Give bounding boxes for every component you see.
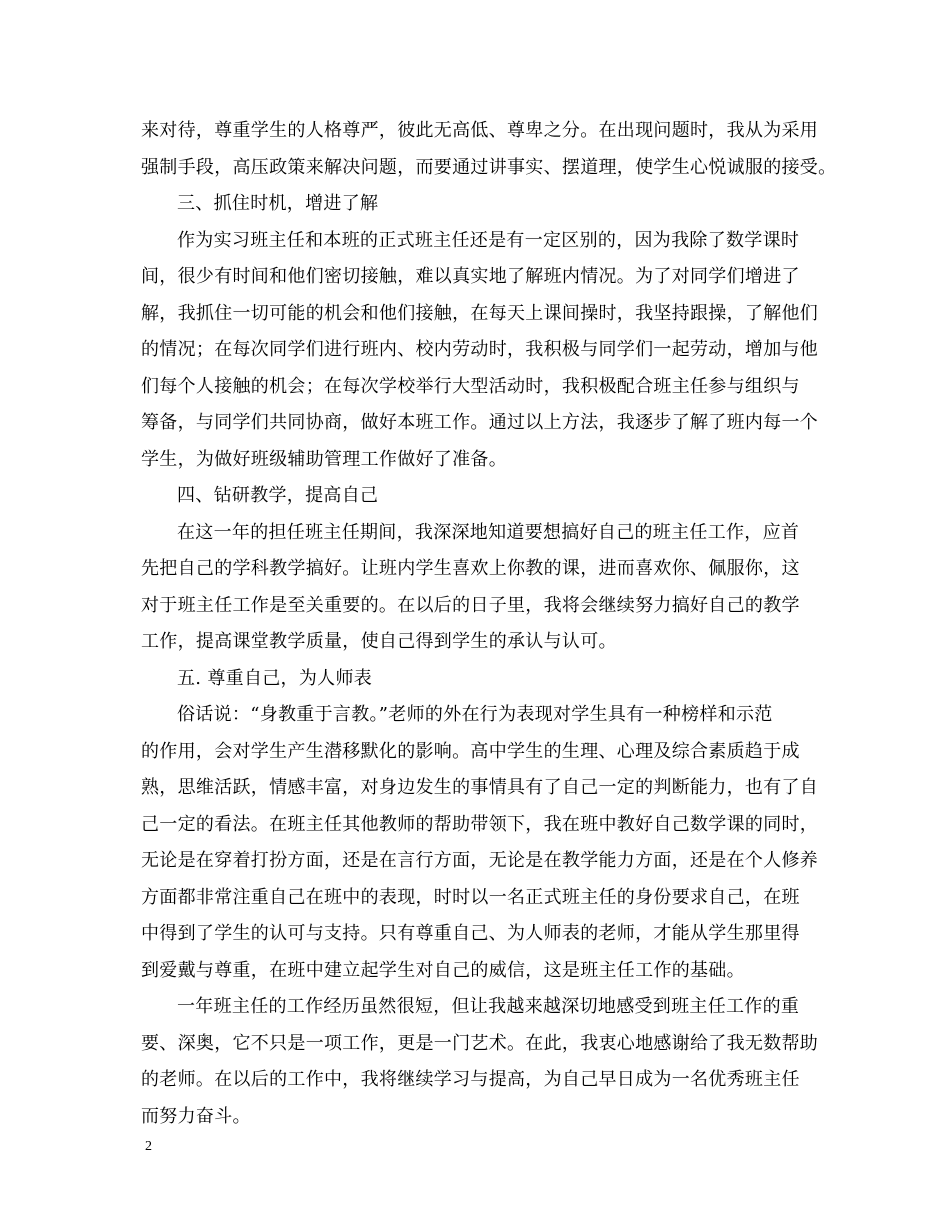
- text-line: 先把自己的学科教学搞好。让班内学生喜欢上你教的课，进而喜欢你、佩服你，这: [141, 558, 800, 579]
- text-line: 方面都非常注重自己在班中的表现，时时以一名正式班主任的身份要求自己，在班: [141, 887, 800, 908]
- text-line: 要、深奥，它不只是一项工作，更是一门艺术。在此，我衷心地感谢给了我无数帮助: [141, 1033, 819, 1054]
- text-line: 学生，为做好班级辅助管理工作做好了准备。: [141, 449, 507, 470]
- section-heading: 四、钻研教学，提高自己: [177, 485, 379, 506]
- text-line: 对于班主任工作是至关重要的。在以后的日子里，我将会继续努力搞好自己的教学: [141, 595, 800, 616]
- text-line: 筹备，与同学们共同协商，做好本班工作。通过以上方法，我逐步了解了班内每一个: [141, 412, 819, 433]
- section-heading: 三、抓住时机，增进了解: [177, 193, 379, 214]
- text-line: 的情况；在每次同学们进行班内、校内劳动时，我积极与同学们一起劳动，增加与他: [141, 339, 819, 360]
- text-line: 作为实习班主任和本班的正式班主任还是有一定区别的，因为我除了数学课时: [177, 230, 800, 251]
- text-line: 熟，思维活跃，情感丰富，对身边发生的事情具有了自己一定的判断能力，也有了自: [141, 777, 819, 798]
- text-line: 在这一年的担任班主任期间，我深深地知道要想搞好自己的班主任工作，应首: [177, 522, 800, 543]
- text-line: 无论是在穿着打扮方面，还是在言行方面，无论是在教学能力方面，还是在个人修养: [141, 850, 819, 871]
- text-line: 俗话说：“身教重于言教。”老师的外在行为表现对学生具有一种榜样和示范: [177, 704, 773, 725]
- section-heading: 五. 尊重自己，为人师表: [177, 668, 373, 689]
- text-line: 解，我抓住一切可能的机会和他们接触，在每天上课间操时，我坚持跟操，了解他们: [141, 303, 819, 324]
- text-line: 一年班主任的工作经历虽然很短，但让我越来越深切地感受到班主任工作的重: [177, 996, 800, 1017]
- text-line: 间，很少有时间和他们密切接触，难以真实地了解班内情况。为了对同学们增进了: [141, 266, 800, 287]
- text-line: 中得到了学生的认可与支持。只有尊重自己、为人师表的老师，才能从学生那里得: [141, 923, 800, 944]
- text-line: 强制手段，高压政策来解决问题，而要通过讲事实、摆道理，使学生心悦诚服的接受。: [141, 157, 837, 178]
- text-line: 己一定的看法。在班主任其他教师的帮助带领下，我在班中教好自己数学课的同时，: [141, 814, 819, 835]
- text-line: 们每个人接触的机会；在每次学校举行大型活动时，我积极配合班主任参与组织与: [141, 376, 800, 397]
- text-line: 的老师。在以后的工作中，我将继续学习与提高，为自己早日成为一名优秀班主任: [141, 1069, 800, 1090]
- text-line: 到爱戴与尊重，在班中建立起学生对自己的威信，这是班主任工作的基础。: [141, 960, 745, 981]
- text-line: 工作，提高课堂教学质量，使自己得到学生的承认与认可。: [141, 631, 617, 652]
- text-line: 而努力奋斗。: [141, 1106, 251, 1127]
- text-line: 的作用，会对学生产生潜移默化的影响。高中学生的生理、心理及综合素质趋于成: [141, 741, 800, 762]
- text-line: 来对待，尊重学生的人格尊严，彼此无高低、尊卑之分。在出现问题时，我从为采用: [141, 120, 819, 141]
- page-number: 2: [145, 1139, 152, 1154]
